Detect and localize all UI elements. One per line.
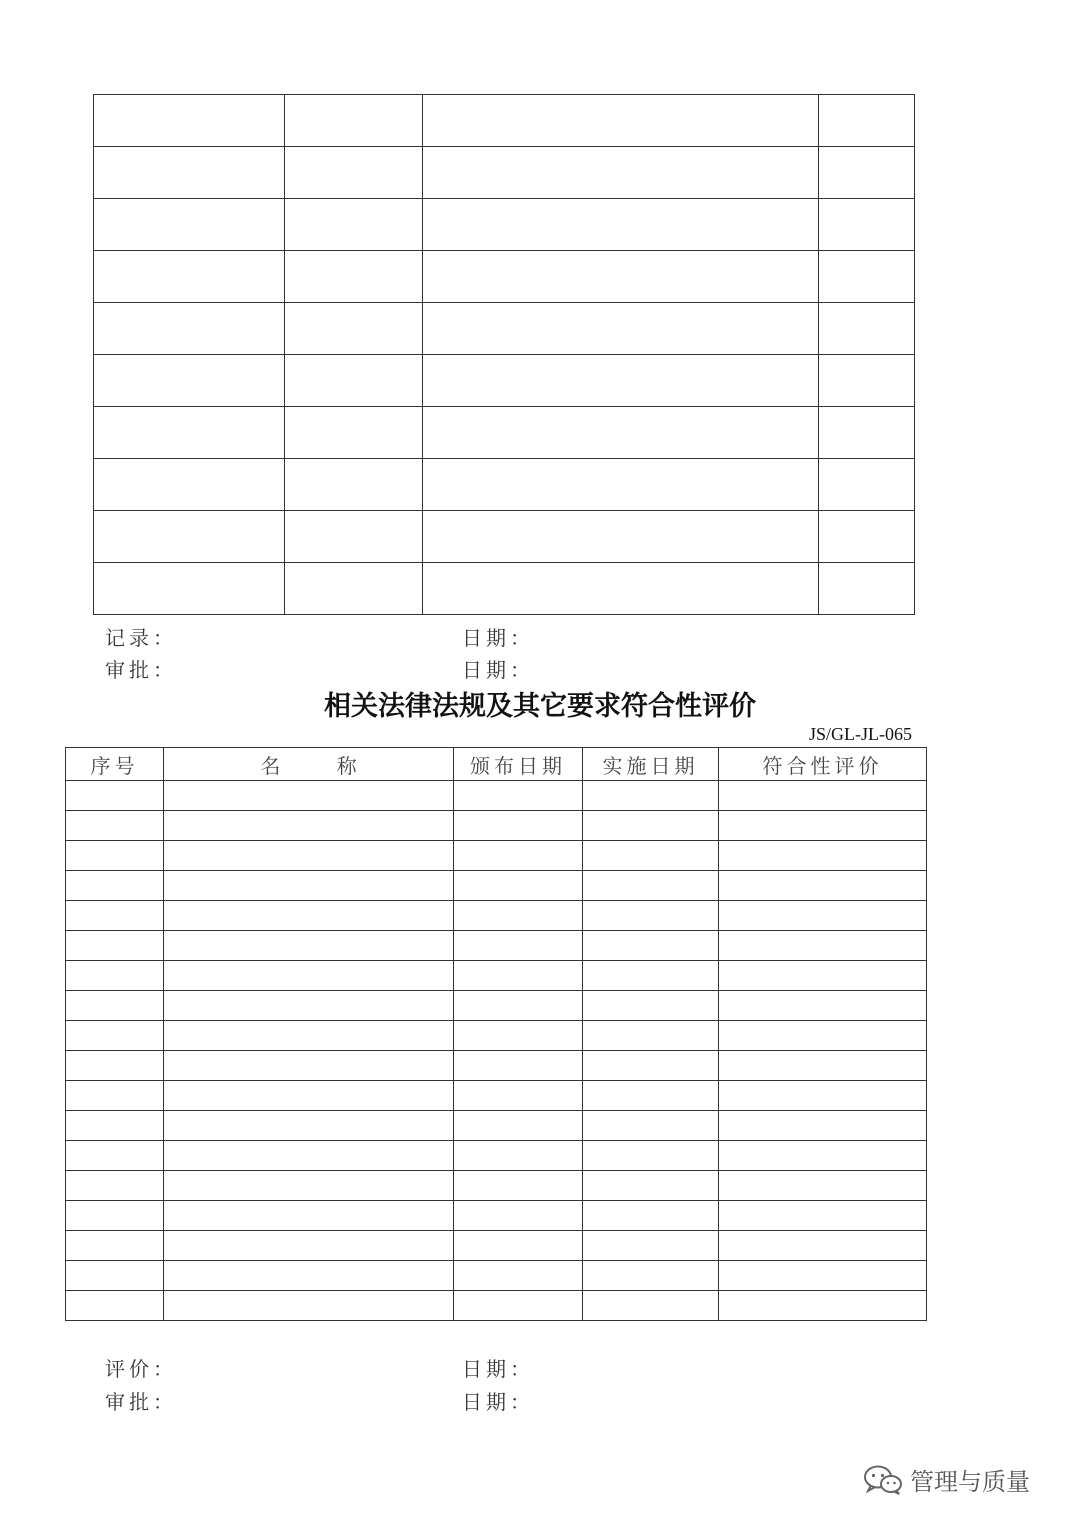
table-cell xyxy=(719,1021,927,1051)
table-cell xyxy=(164,1291,454,1321)
table-cell xyxy=(819,95,915,147)
table-row xyxy=(94,303,915,355)
table-row xyxy=(94,147,915,199)
table-cell xyxy=(819,251,915,303)
table-row xyxy=(66,1171,927,1201)
table-cell xyxy=(454,991,583,1021)
table-cell xyxy=(583,1201,719,1231)
table-cell xyxy=(66,1141,164,1171)
table-cell xyxy=(719,811,927,841)
table-cell xyxy=(94,303,285,355)
table-cell xyxy=(423,563,819,615)
table-cell xyxy=(94,355,285,407)
table-row xyxy=(94,251,915,303)
table-cell xyxy=(423,459,819,511)
table-cell xyxy=(164,1261,454,1291)
table-cell xyxy=(454,1171,583,1201)
table-cell xyxy=(66,1051,164,1081)
table-cell xyxy=(285,147,423,199)
table-cell xyxy=(454,961,583,991)
table-cell xyxy=(583,1051,719,1081)
document-code: JS/GL-JL-065 xyxy=(809,724,912,744)
top-blank-table xyxy=(93,94,915,615)
table-cell xyxy=(819,355,915,407)
date-label-approve-top: 日期： xyxy=(462,658,534,682)
header-serial: 序号 xyxy=(66,748,164,781)
table-cell xyxy=(66,1111,164,1141)
approve-label-top: 审批： xyxy=(105,658,177,682)
table-cell xyxy=(423,511,819,563)
table-cell xyxy=(454,871,583,901)
table-cell xyxy=(719,1201,927,1231)
table-cell xyxy=(719,1111,927,1141)
record-label: 记录： xyxy=(105,626,177,650)
table-cell xyxy=(819,199,915,251)
table-cell xyxy=(423,251,819,303)
table-cell xyxy=(819,407,915,459)
table-cell xyxy=(285,199,423,251)
table-row xyxy=(66,1051,927,1081)
table-cell xyxy=(164,991,454,1021)
table-header-row xyxy=(66,748,927,781)
table-cell xyxy=(583,1261,719,1291)
table-cell xyxy=(164,1231,454,1261)
table-cell xyxy=(454,1261,583,1291)
header-name: 名 称 xyxy=(164,748,454,781)
table-cell xyxy=(66,1081,164,1111)
page-title: 相关法律法规及其它要求符合性评价 xyxy=(324,691,756,722)
table-cell xyxy=(285,251,423,303)
table-cell xyxy=(423,147,819,199)
table-cell xyxy=(94,563,285,615)
table-cell xyxy=(454,1021,583,1051)
evaluate-label: 评价： xyxy=(105,1357,177,1381)
table-row xyxy=(66,811,927,841)
table-cell xyxy=(164,811,454,841)
table-cell xyxy=(583,901,719,931)
table-row xyxy=(94,355,915,407)
table-cell xyxy=(819,459,915,511)
table-cell xyxy=(719,1291,927,1321)
table-cell xyxy=(719,1081,927,1111)
table-cell xyxy=(819,563,915,615)
table-cell xyxy=(819,511,915,563)
table-cell xyxy=(454,841,583,871)
table-cell xyxy=(285,95,423,147)
table-row xyxy=(94,199,915,251)
table-cell xyxy=(94,95,285,147)
table-cell xyxy=(719,901,927,931)
table-cell xyxy=(66,781,164,811)
table-cell xyxy=(454,811,583,841)
table-cell xyxy=(719,781,927,811)
table-cell xyxy=(719,1261,927,1291)
table-row xyxy=(94,459,915,511)
table-row xyxy=(66,931,927,961)
table-cell xyxy=(423,199,819,251)
table-cell xyxy=(583,871,719,901)
table-row xyxy=(66,841,927,871)
table-row xyxy=(94,511,915,563)
table-cell xyxy=(94,251,285,303)
table-cell xyxy=(164,961,454,991)
table-row xyxy=(66,1021,927,1051)
table-cell xyxy=(719,841,927,871)
table-cell xyxy=(454,901,583,931)
table-row xyxy=(66,1261,927,1291)
table-cell xyxy=(583,1021,719,1051)
date-label-approve-bottom: 日期： xyxy=(462,1390,534,1414)
table-cell xyxy=(66,991,164,1021)
table-cell xyxy=(423,407,819,459)
table-row xyxy=(66,871,927,901)
table-cell xyxy=(285,303,423,355)
table-cell xyxy=(423,355,819,407)
table-cell xyxy=(454,1201,583,1231)
date-label-record: 日期： xyxy=(462,626,534,650)
table-row xyxy=(66,781,927,811)
table-row xyxy=(66,991,927,1021)
table-cell xyxy=(423,95,819,147)
watermark-text: 管理与质量 xyxy=(910,1468,1030,1496)
table-cell xyxy=(164,1141,454,1171)
table-row xyxy=(94,407,915,459)
watermark xyxy=(862,1462,1030,1497)
wechat-icon xyxy=(862,1464,904,1496)
table-cell xyxy=(719,1051,927,1081)
table-cell xyxy=(66,1201,164,1231)
table-cell xyxy=(454,1141,583,1171)
table-row xyxy=(94,95,915,147)
table-cell xyxy=(66,811,164,841)
table-cell xyxy=(94,459,285,511)
table-cell xyxy=(583,1111,719,1141)
table-cell xyxy=(285,407,423,459)
table-cell xyxy=(583,1291,719,1321)
evaluation-table xyxy=(65,747,927,1321)
table-cell xyxy=(719,931,927,961)
table-cell xyxy=(583,1141,719,1171)
table-row xyxy=(66,1111,927,1141)
table-cell xyxy=(164,1081,454,1111)
table-cell xyxy=(164,1021,454,1051)
table-cell xyxy=(164,1111,454,1141)
table-cell xyxy=(583,1081,719,1111)
table-cell xyxy=(454,1291,583,1321)
table-cell xyxy=(164,871,454,901)
table-cell xyxy=(583,1231,719,1261)
table-row xyxy=(66,1291,927,1321)
table-cell xyxy=(285,563,423,615)
table-cell xyxy=(583,841,719,871)
table-row xyxy=(94,563,915,615)
date-label-evaluate: 日期： xyxy=(462,1357,534,1381)
table-cell xyxy=(164,1201,454,1231)
table-cell xyxy=(454,1081,583,1111)
table-cell xyxy=(819,147,915,199)
table-cell xyxy=(719,871,927,901)
table-cell xyxy=(583,961,719,991)
table-cell xyxy=(285,459,423,511)
table-row xyxy=(66,901,927,931)
header-effective-date: 实施日期 xyxy=(583,748,719,781)
table-cell xyxy=(454,1111,583,1141)
table-row xyxy=(66,961,927,991)
table-cell xyxy=(719,1171,927,1201)
header-issue-date: 颁布日期 xyxy=(454,748,583,781)
table-cell xyxy=(66,1231,164,1261)
table-cell xyxy=(94,147,285,199)
table-cell xyxy=(66,931,164,961)
table-cell xyxy=(94,511,285,563)
table-cell xyxy=(164,841,454,871)
table-cell xyxy=(285,511,423,563)
approve-label-bottom: 审批： xyxy=(105,1390,177,1414)
table-cell xyxy=(164,931,454,961)
table-cell xyxy=(164,1051,454,1081)
header-compliance: 符合性评价 xyxy=(719,748,927,781)
table-cell xyxy=(94,199,285,251)
table-cell xyxy=(66,841,164,871)
table-cell xyxy=(164,781,454,811)
table-cell xyxy=(454,1231,583,1261)
table-cell xyxy=(454,1051,583,1081)
table-cell xyxy=(285,355,423,407)
table-cell xyxy=(66,901,164,931)
table-cell xyxy=(66,1261,164,1291)
table-cell xyxy=(583,931,719,961)
table-cell xyxy=(719,1141,927,1171)
table-cell xyxy=(164,1171,454,1201)
table-cell xyxy=(819,303,915,355)
table-cell xyxy=(66,1291,164,1321)
table-cell xyxy=(719,991,927,1021)
table-cell xyxy=(94,407,285,459)
table-row xyxy=(66,1231,927,1261)
table-cell xyxy=(719,1231,927,1261)
table-row xyxy=(66,1201,927,1231)
table-cell xyxy=(66,961,164,991)
table-cell xyxy=(583,991,719,1021)
table-cell xyxy=(583,1171,719,1201)
table-cell xyxy=(66,1171,164,1201)
table-row xyxy=(66,1141,927,1171)
table-cell xyxy=(719,961,927,991)
table-cell xyxy=(164,901,454,931)
table-cell xyxy=(423,303,819,355)
table-cell xyxy=(66,871,164,901)
table-cell xyxy=(583,811,719,841)
table-cell xyxy=(454,931,583,961)
table-cell xyxy=(583,781,719,811)
table-cell xyxy=(66,1021,164,1051)
table-cell xyxy=(454,781,583,811)
table-row xyxy=(66,1081,927,1111)
